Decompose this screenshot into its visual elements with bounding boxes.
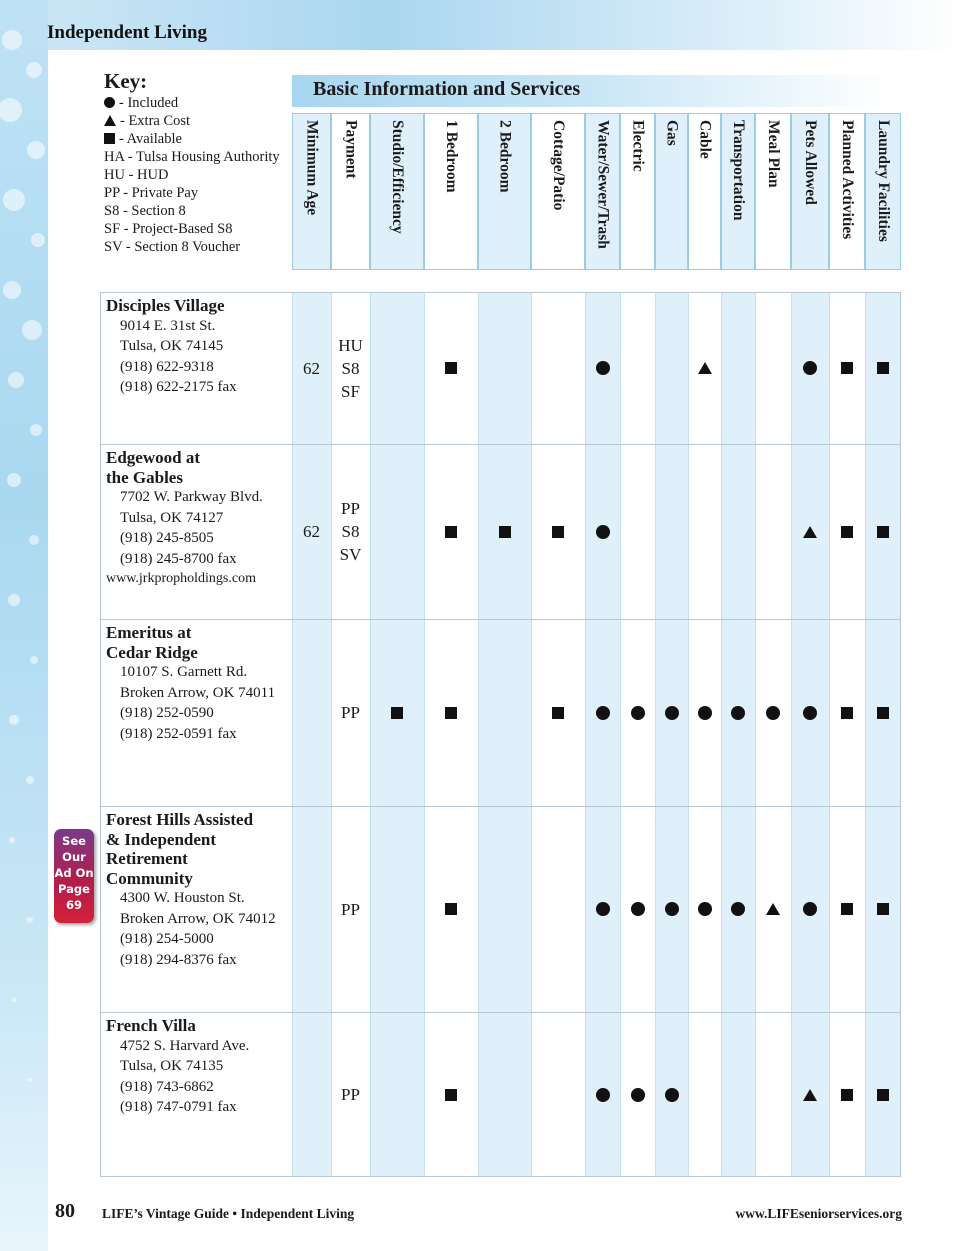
extra-cost-triangle-icon bbox=[698, 362, 712, 374]
included-circle-icon bbox=[698, 706, 712, 720]
key-item-text: - Included bbox=[119, 95, 179, 111]
available-square-icon bbox=[841, 526, 853, 538]
column-header-label: Water/Sewer/Trash bbox=[594, 120, 612, 249]
available-square-icon bbox=[445, 526, 457, 538]
listing-address-line: 4300 W. Houston St. bbox=[120, 890, 245, 906]
payment-code: PP bbox=[341, 899, 360, 919]
payment-code: PP bbox=[341, 499, 360, 518]
listing-address-line: Tulsa, OK 74135 bbox=[120, 1058, 224, 1074]
column-header bbox=[478, 113, 531, 270]
column-header-label: Cable bbox=[696, 120, 714, 159]
available-square-icon bbox=[445, 362, 457, 374]
key-item-text: - Available bbox=[119, 131, 182, 147]
available-square-icon bbox=[552, 707, 564, 719]
column-header bbox=[829, 113, 865, 270]
listing-address-line: 7702 W. Parkway Blvd. bbox=[120, 489, 263, 505]
available-square-icon bbox=[877, 362, 889, 374]
payment-value bbox=[331, 898, 370, 921]
column-header-label: Gas bbox=[663, 120, 681, 146]
included-circle-icon bbox=[766, 706, 780, 720]
column-header-label: Electric bbox=[629, 120, 647, 172]
key-item bbox=[104, 94, 289, 112]
included-circle-icon bbox=[631, 1088, 645, 1102]
listing-website[interactable]: www.jrkpropholdings.com bbox=[106, 571, 256, 586]
listing-address-line: 10107 S. Garnett Rd. bbox=[120, 664, 248, 680]
payment-code: PP bbox=[341, 1085, 360, 1104]
available-square-icon bbox=[841, 903, 853, 915]
payment-code: HU bbox=[338, 335, 363, 355]
column-header-label: Planned Activities bbox=[839, 120, 856, 240]
available-square-icon bbox=[841, 362, 853, 374]
key-item-text: HU - HUD bbox=[104, 167, 169, 183]
available-square-icon bbox=[841, 1089, 853, 1101]
footer-title: LIFE’s Vintage Guide • Independent Living bbox=[102, 1206, 355, 1221]
column-header bbox=[585, 113, 620, 270]
listing-name: Emeritus at bbox=[106, 623, 192, 642]
column-header bbox=[791, 113, 829, 270]
decorative-dot-pattern bbox=[0, 0, 48, 1251]
key-item bbox=[104, 184, 289, 202]
listing-name: & Independent bbox=[106, 829, 217, 849]
listing-address-line: (918) 254-5000 bbox=[120, 931, 214, 947]
key-item-text: HA - Tulsa Housing Authority bbox=[104, 149, 280, 165]
column-header-label: Minimum Age bbox=[303, 120, 321, 216]
key-title: Key: bbox=[104, 69, 148, 93]
square-icon bbox=[104, 133, 115, 144]
column-header bbox=[370, 113, 424, 270]
payment-code: SV bbox=[339, 545, 362, 564]
listing-address-line: Broken Arrow, OK 74012 bbox=[120, 910, 276, 927]
listing-info bbox=[106, 623, 291, 744]
key-item-text: S8 - Section 8 bbox=[104, 203, 186, 219]
see-ad-tab[interactable] bbox=[54, 829, 94, 923]
payment-value bbox=[331, 334, 370, 403]
listing-info bbox=[106, 810, 291, 970]
available-square-icon bbox=[445, 707, 457, 719]
included-circle-icon bbox=[596, 361, 610, 375]
available-square-icon bbox=[877, 526, 889, 538]
included-circle-icon bbox=[596, 1088, 610, 1102]
column-header bbox=[331, 113, 370, 270]
listing-info bbox=[106, 1016, 291, 1118]
listing-name: Edgewood at bbox=[106, 448, 200, 467]
listing-address-line: (918) 245-8700 fax bbox=[120, 550, 237, 567]
listing-address-line: Tulsa, OK 74145 bbox=[120, 338, 224, 354]
available-square-icon bbox=[877, 707, 889, 719]
triangle-icon bbox=[104, 115, 116, 126]
available-square-icon bbox=[841, 707, 853, 719]
listing-address-line: Broken Arrow, OK 74011 bbox=[120, 684, 276, 701]
key-item-text: SF - Project-Based S8 bbox=[104, 221, 233, 237]
min-age-value: 62 bbox=[303, 522, 320, 541]
included-circle-icon bbox=[596, 902, 610, 916]
column-header-label: Payment bbox=[342, 120, 360, 179]
key-item bbox=[104, 220, 289, 238]
extra-cost-triangle-icon bbox=[766, 903, 780, 915]
key-items bbox=[104, 94, 289, 256]
column-header bbox=[424, 113, 478, 270]
payment-value bbox=[331, 701, 370, 724]
included-circle-icon bbox=[665, 1088, 679, 1102]
key-item-text: - Extra Cost bbox=[120, 113, 191, 129]
page-number: 80 bbox=[55, 1200, 75, 1222]
available-square-icon bbox=[445, 1089, 457, 1101]
ad-tab-line: Ad On bbox=[54, 866, 94, 880]
column-header-label: Laundry Facilities bbox=[875, 120, 892, 242]
ad-tab-line: Our bbox=[62, 850, 86, 864]
table-row bbox=[100, 806, 901, 1012]
listing-address-line: (918) 622-2175 fax bbox=[120, 379, 237, 395]
listing-address-line: (918) 252-0590 bbox=[120, 705, 214, 721]
column-header-label: Meal Plan bbox=[765, 120, 782, 188]
listing-name: Community bbox=[106, 868, 193, 888]
listing-address-line: (918) 747-0791 fax bbox=[120, 1099, 237, 1115]
listing-address-line: (918) 743-6862 bbox=[120, 1078, 214, 1095]
payment-value bbox=[331, 1083, 370, 1106]
table-row bbox=[100, 619, 901, 806]
column-header bbox=[755, 113, 791, 270]
column-header-label: Pets Allowed bbox=[802, 120, 819, 205]
listing-address-line: (918) 245-8505 bbox=[120, 530, 214, 546]
listing-name: Cedar Ridge bbox=[106, 642, 198, 662]
listing-name: Retirement bbox=[106, 849, 188, 868]
column-header bbox=[865, 113, 901, 270]
table-row bbox=[100, 1012, 901, 1177]
key-item bbox=[104, 112, 289, 130]
min-age-value: 62 bbox=[303, 358, 320, 378]
footer-url[interactable]: www.LIFEseniorservices.org bbox=[735, 1206, 902, 1221]
payment-value bbox=[331, 497, 370, 566]
column-header bbox=[688, 113, 721, 270]
key-legend bbox=[104, 69, 289, 256]
included-circle-icon bbox=[731, 902, 745, 916]
ad-tab-line: Page bbox=[58, 882, 90, 896]
left-margin-band bbox=[0, 0, 48, 1251]
key-item bbox=[104, 238, 289, 256]
table-row bbox=[100, 292, 901, 444]
table-banner-title: Basic Information and Services bbox=[313, 78, 581, 100]
included-circle-icon bbox=[631, 706, 645, 720]
included-circle-icon bbox=[731, 706, 745, 720]
payment-code: SF bbox=[341, 381, 360, 401]
section-title: Independent Living bbox=[47, 22, 207, 43]
listing-name: the Gables bbox=[106, 467, 183, 487]
column-header bbox=[531, 113, 585, 270]
extra-cost-triangle-icon bbox=[803, 526, 817, 538]
available-square-icon bbox=[445, 903, 457, 915]
available-square-icon bbox=[499, 526, 511, 538]
column-header bbox=[620, 113, 655, 270]
listing-address-line: Tulsa, OK 74127 bbox=[120, 509, 224, 526]
listing-address-line: (918) 252-0591 fax bbox=[120, 725, 237, 742]
payment-code: S8 bbox=[341, 358, 360, 378]
listing-address-line: (918) 622-9318 bbox=[120, 358, 214, 375]
key-item bbox=[104, 202, 289, 220]
listing-address-line: (918) 294-8376 fax bbox=[120, 951, 237, 968]
available-square-icon bbox=[877, 1089, 889, 1101]
payment-code: PP bbox=[341, 703, 360, 722]
listing-address-line: 4752 S. Harvard Ave. bbox=[120, 1037, 250, 1054]
included-circle-icon bbox=[631, 902, 645, 916]
column-header-label: Cottage/Patio bbox=[550, 120, 567, 211]
available-square-icon bbox=[391, 707, 403, 719]
included-circle-icon bbox=[596, 706, 610, 720]
payment-code: S8 bbox=[341, 522, 360, 541]
column-header-label: 1 Bedroom bbox=[443, 120, 460, 193]
key-item bbox=[104, 148, 289, 166]
row-divider bbox=[100, 444, 901, 445]
included-circle-icon bbox=[665, 902, 679, 916]
included-circle-icon bbox=[803, 902, 817, 916]
extra-cost-triangle-icon bbox=[803, 1089, 817, 1101]
listing-name: Disciples Village bbox=[106, 296, 225, 315]
column-header-label: Studio/Efficiency bbox=[389, 120, 406, 234]
table-row bbox=[100, 444, 901, 619]
available-square-icon bbox=[552, 526, 564, 538]
column-header-label: 2 Bedroom bbox=[496, 120, 514, 193]
listing-info bbox=[106, 296, 291, 398]
included-circle-icon bbox=[698, 902, 712, 916]
listing-name: Forest Hills Assisted bbox=[106, 810, 254, 829]
row-divider bbox=[100, 619, 901, 620]
key-item-text: PP - Private Pay bbox=[104, 185, 199, 201]
included-circle-icon bbox=[803, 706, 817, 720]
column-header bbox=[655, 113, 688, 270]
column-header bbox=[721, 113, 755, 270]
column-header-label: Transportation bbox=[730, 120, 747, 221]
listing-info bbox=[106, 448, 291, 590]
key-item bbox=[104, 166, 289, 184]
included-circle-icon bbox=[803, 361, 817, 375]
ad-tab-line: 69 bbox=[65, 898, 82, 912]
included-circle-icon bbox=[596, 525, 610, 539]
key-item-text: SV - Section 8 Voucher bbox=[104, 239, 241, 255]
column-header bbox=[292, 113, 331, 270]
circle-icon bbox=[104, 97, 115, 108]
row-divider bbox=[100, 806, 901, 807]
ad-tab-line: See bbox=[62, 834, 86, 848]
row-divider bbox=[100, 1012, 901, 1013]
listing-address-line: 9014 E. 31st St. bbox=[120, 317, 216, 334]
key-item bbox=[104, 130, 289, 148]
listing-name: French Villa bbox=[106, 1016, 196, 1035]
available-square-icon bbox=[877, 903, 889, 915]
included-circle-icon bbox=[665, 706, 679, 720]
